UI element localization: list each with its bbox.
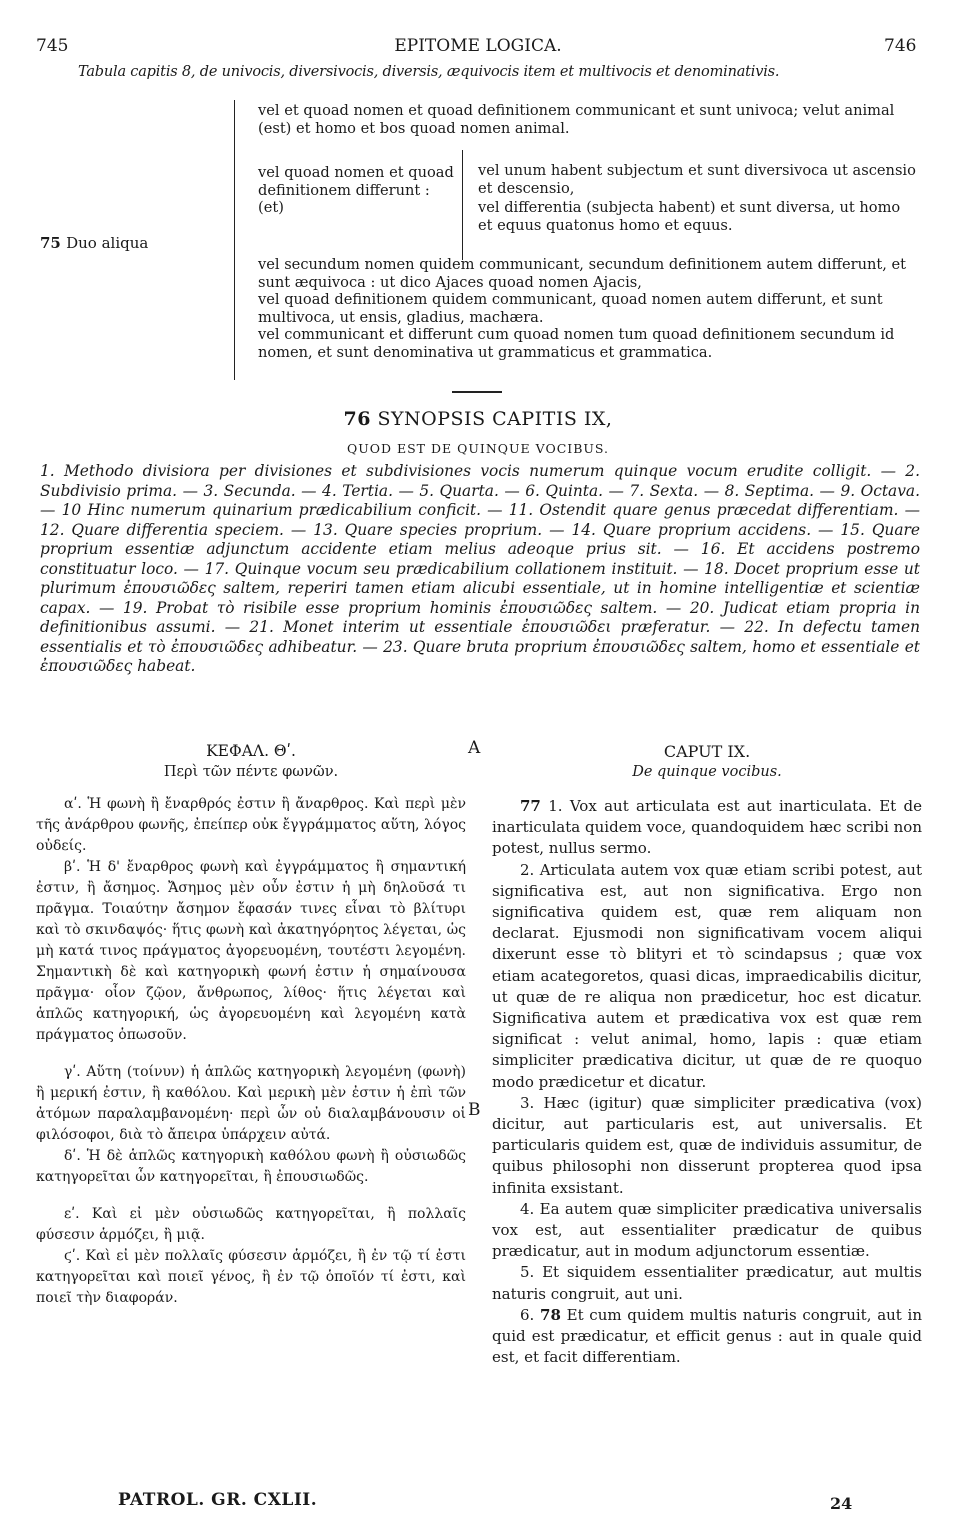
latin-paragraph: 6. 78 Et cum quidem multis naturis congruit, aut in quid est prædicatur, et efficit genus : aut in quale quid est, et facit differentiam. — [492, 1305, 922, 1367]
greek-chapter-subheading: Περὶ τῶν πέντε φωνῶν. — [163, 764, 339, 780]
greek-chapter-heading: ΚΕΦΑΛ. Θʹ. — [206, 742, 296, 760]
synopsis-text: 1. Methodo divisiora per divisiones et subdivisiones vocis numerum quinque vocum erudite colligit. — 2. Subdivisio prima. — 3. Secunda. — 4. Tertia. — 5. Quarta. — 6. Quinta. — 7. Sexta. — 8. Septima. — 9. Octava. — 10 Hinc numerum quinarium prædicabilium conficit. — 11. Ostendit quare genus præcedat differentiam. — 12. Quare differentia speciem. — 13. Quare species proprium. — 14. Quare proprium accidens. — 15. Quare proprium essentiæ adjunctum accidente etiam melius adeoque prius sit. — 16. Et accidens postremo constituatur loco. — 17. Quinque vocum seu prædicabilium collationem instituit. — 18. Docet proprium esse ut plurimum ἐπουσιῶδες saltem, reperiri tamen etiam alicubi essentiale, ut in homine intelligentiæ et scientiæ capax. — 19. Probat τὸ risibile esse proprium hominis ἐπουσιῶδες saltem. — 20. Judicat etiam propria in definitionibus assumi. — 21. Monet interim ut essentiale ἐπουσιῶδει præferatur. — 22. In defectu tamen essentialis et τὸ ἐπουσιῶδες adhibeatur. — 23. Quare bruta proprium ἐπουσιῶδες saltem, homo et essentiale et ἐπουσιῶδες habeat. — [40, 462, 920, 675]
synopsis-number: 76 — [343, 408, 371, 430]
latin-paragraph: 3. Hæc (igitur) quæ simpliciter prædicativa (vox) dicitur, aut particularis est, aut universalis. Et particularis quidem est, quæ de individuis assumitur, de quibus philosophi non disserunt propterea quod ipsa infinita exsistant. — [492, 1093, 922, 1197]
latin-chapter-heading: CAPUT IX. — [663, 742, 751, 761]
greek-paragraph: βʹ. Ἡ δ' ἔναρθρος φωνὴ καὶ ἐγγράμματος ἢ σημαντική ἐστιν, ἢ ἄσημος. Ἄσημος μὲν οὖν ἐστιν ἡ μὴ δηλοῦσά τι πρᾶγμα. Τοιαύτην ἄσημον ἔφασάν τινες εἶναι τὸ βλίτυρι καὶ τὸ σκινδαψός· ἥτις φωνὴ καὶ ἀκατηγόρητος λέγεται, ὡς μὴ κατά τινος πράγματος ἀγορευομένη, τουτέστι λεγομένη. Σημαντικὴ δὲ καὶ κατηγορικὴ φωνή ἐστιν ἡ σημαίνουσα πρᾶγμα· οἷον ζῷον, ἄνθρωπος, λίθος· ἥτις λέγεται καὶ ἁπλῶς κατηγορική, ὡς ἀγορευομένη καὶ λεγομένη κατὰ πράγματος ὁπωσοῦν. — [36, 859, 466, 1043]
greek-paragraph: δʹ. Ἡ δὲ ἁπλῶς κατηγορικὴ καθόλου φωνὴ ἢ οὐσιωδῶς κατηγορεῖται ὧν κατηγορεῖται, ἢ ἐπουσιωδῶς. — [36, 1148, 466, 1185]
tabula-caption: Tabula capitis 8, de univocis, diversivocis, diversis, æquivocis item et multivocis et denominativis. — [78, 64, 780, 80]
tabula-root — [40, 234, 148, 252]
page-number-right: 746 — [884, 36, 917, 56]
sub-brace — [462, 150, 469, 260]
latin-paragraph: 2. Articulata autem vox quæ etiam scribi potest, aut significativa est, aut non significativa. Ergo non significativa quidem est, quæ rem aliquam non declarat. Ejusmodi non significativam vocem aliqui dixerunt esse τὸ blityri et τὸ scindapsus ; quæ vox etiam acategoretos, quasi dicas, impraedicabilis dicitur, ut quæ de re aliqua non prædicetur, hoc est dicatur. Significativa autem et prædicativa vox est quæ rem significat : velut animal, homo, lapis : quæ etiam simpliciter prædicativa dicitur, ut quæ de re quoquo modo prædicetur et dicatur. — [492, 860, 922, 1091]
marginal-number: 77 — [520, 797, 541, 815]
synopsis-title — [0, 408, 956, 430]
page-number-left: 745 — [36, 36, 69, 56]
greek-paragraph: αʹ. Ἡ φωνὴ ἢ ἔναρθρός ἐστιν ἢ ἄναρθρος. Καὶ περὶ μὲν τῆς ἀνάρθρου φωνῆς, ἐπείπερ οὐκ ἔγγράμματος αὕτη, λόγος οὐδείς. — [36, 796, 466, 854]
latin-column — [492, 796, 922, 1368]
margin-letter-a: A — [468, 738, 481, 758]
tabula-root-label: Duo aliqua — [66, 234, 149, 252]
running-title: EPITOME LOGICA. — [394, 36, 562, 56]
latin-paragraph: 77 1. Vox aut articulata est aut inarticulata. Et de inarticulata quidem voce, quandoquidem hæc scribi non potest, nullus sermo. — [492, 797, 922, 858]
latin-paragraph: 5. Et siquidem essentialiter prædicatur, aut multis naturis congruit, aut uni. — [492, 1263, 922, 1303]
latin-chapter-subheading: De quinque vocibus. — [632, 764, 782, 780]
tabula-branch-univoca: vel et quoad nomen et quoad definitionem communicant et sunt univoca; velut animal (est) et homo et bos quoad nomen animal. — [258, 102, 895, 137]
footer-sheet-number: 24 — [830, 1494, 853, 1513]
tabula-branch-diversa: vel differentia (subjecta habent) et sunt diversa, ut homo et equus quatonus homo et equus. — [478, 199, 901, 234]
footer-signature: PATROL. GR. CXLII. — [118, 1490, 318, 1510]
greek-paragraph: ϛʹ. Καὶ εἰ μὲν πολλαῖς φύσεσιν ἁρμόζει, ἢ ἐν τῷ τί ἐστι κατηγορεῖται καὶ ποιεῖ γένος, ἢ ἐν τῷ ὁποῖόν τί ἐστι, καὶ ποιεῖ τὴν διαφοράν. — [36, 1248, 466, 1306]
tabula-number: 75 — [40, 234, 61, 252]
greek-paragraph: εʹ. Καὶ εἰ μὲν οὐσιωδῶς κατηγορεῖται, ἢ πολλαῖς φύσεσιν ἁρμόζει, ἢ μιᾷ. — [36, 1206, 466, 1243]
latin-paragraph: 4. Ea autem quæ simpliciter prædicativa universalis vox est, aut essentialiter prædicatur de quibus prædicatur, aut in modum adjunctorum essentiæ. — [492, 1199, 922, 1261]
tabula-branch-multivoca: vel quoad definitionem quidem communicant, quoad nomen autem differunt, et sunt multivoca, ut ensis, gladius, machæra. — [258, 291, 883, 326]
main-brace — [234, 100, 243, 380]
tabula-branch-diversivoca: vel unum habent subjectum et sunt diversivoca ut ascensio et descensio, — [478, 162, 916, 197]
synopsis-subtitle: QUOD EST DE QUINQUE VOCIBUS. — [346, 441, 610, 456]
margin-letter-b: B — [468, 1100, 481, 1120]
greek-column — [36, 794, 466, 1309]
tabula-branch-denominativa: vel communicant et differunt cum quoad nomen tum quoad definitionem secundum id nomen, et sunt denominativa ut grammaticus et grammatica. — [258, 326, 895, 361]
section-rule — [452, 391, 502, 393]
synopsis-title-text: SYNOPSIS CAPITIS IX, — [377, 408, 613, 430]
greek-paragraph: γʹ. Αὕτη (τοίνυν) ἡ ἁπλῶς κατηγορικὴ λεγομένη (φωνὴ) ἢ μερική ἐστιν, ἢ καθόλου. Καὶ μερικὴ μὲν ἐστιν ἡ ἐπὶ τῶν ἀτόμων παραλαμβανομένη· περὶ ὧν οὐ διαλαμβάνουσιν οἱ φιλόσοφοι, διὰ τὸ ἄπειρα ὑπάρχειν αὐτά. — [36, 1064, 466, 1143]
marginal-number: 78 — [540, 1305, 561, 1324]
tabula-branch-aequivoca: vel secundum nomen quidem communicant, secundum definitionem autem differunt, et sunt æquivoca : ut dico Ajaces quoad nomen Ajacis, — [258, 256, 907, 291]
tabula-branch-differunt: vel quoad nomen et quoad definitionem differunt : (et) — [258, 164, 454, 216]
